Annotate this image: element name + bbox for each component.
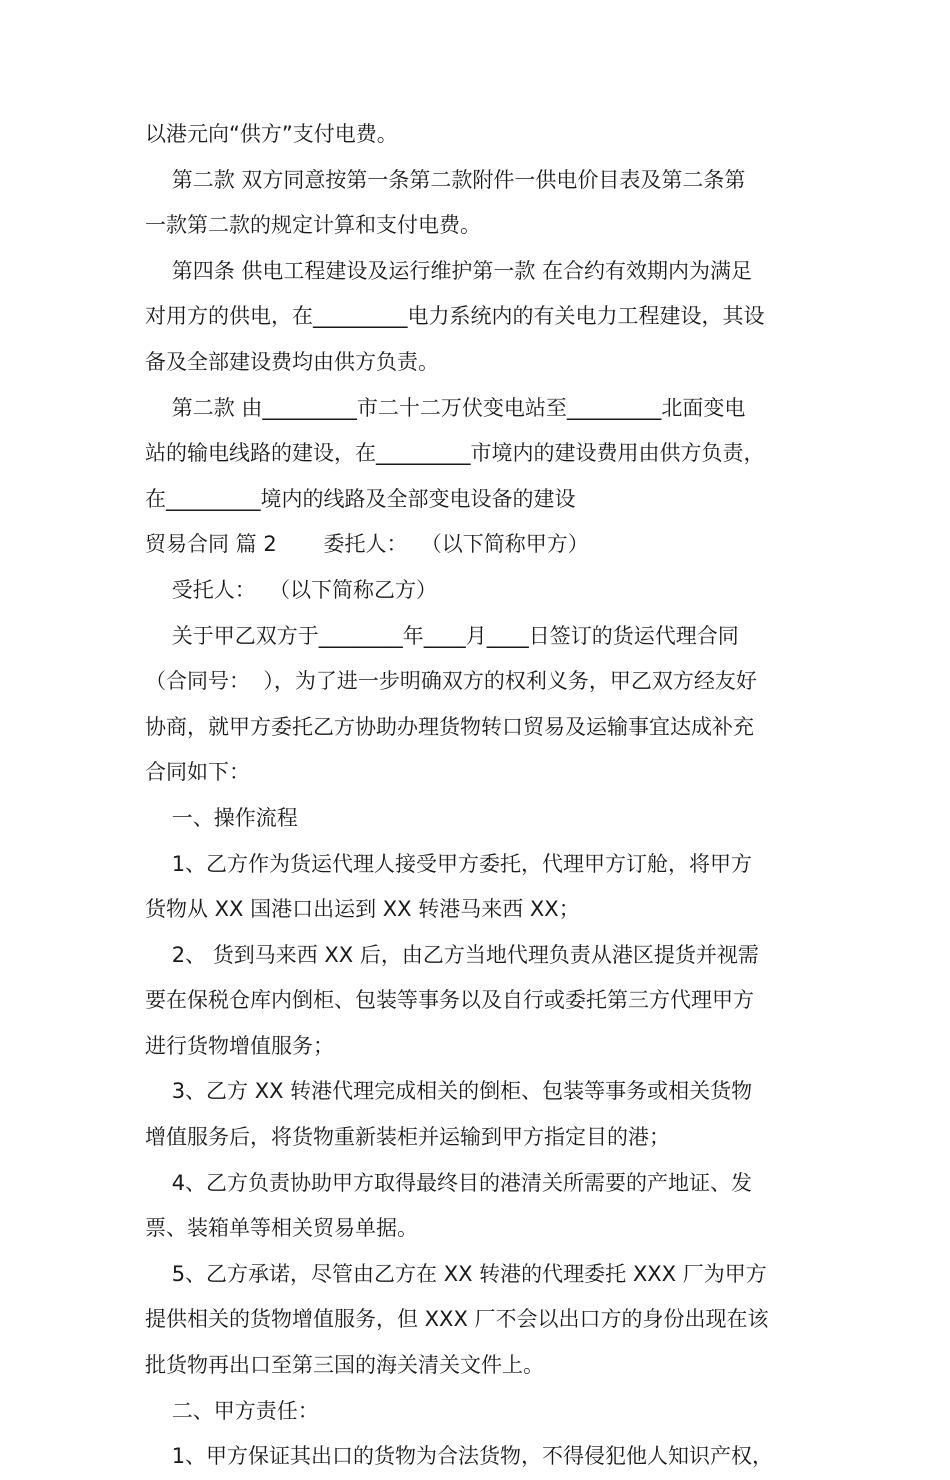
text-line: 站的输电线路的建设，在_________市境内的建设费用由供方负责， — [145, 441, 765, 466]
text-line: 备及全部建设费均由供方负责。 — [145, 349, 439, 374]
text-line: 以港元向“供方”支付电费。 — [145, 122, 398, 146]
text-line: 第四条 供电工程建设及运行维护第一款 在合约有效期内为满足 — [145, 258, 753, 283]
text-line: 2、 货到马来西 XX 后，由乙方当地代理负责从港区提货并视需 — [145, 942, 759, 967]
text-line: 4、乙方负责协助甲方取得最终目的港清关所需要的产地证、发 — [145, 1170, 753, 1195]
text-line: 二、甲方责任： — [145, 1398, 319, 1423]
text-line: 第二款 双方同意按第一条第二款附件一供电价目表及第二条第 — [145, 167, 746, 192]
text-line: 关于甲乙双方于________年____月____日签订的货运代理合同 — [145, 623, 739, 648]
text-line: 受托人： （以下简称乙方） — [145, 577, 438, 602]
text-line: 合同如下： — [145, 760, 250, 785]
text-line: 在_________境内的线路及全部变电设备的建设 — [145, 486, 576, 511]
text-line: 3、乙方 XX 转港代理完成相关的倒柜、包装等事务或相关货物 — [145, 1079, 753, 1104]
text-line: 一、操作流程 — [145, 805, 298, 830]
text-line: 1、甲方保证其出口的货物为合法货物，不得侵犯他人知识产权， — [145, 1444, 774, 1469]
text-line: 1、乙方作为货运代理人接受甲方委托，代理甲方订舱，将甲方 — [145, 851, 753, 876]
text-line: 对用方的供电，在_________电力系统内的有关电力工程建设，其设 — [145, 304, 765, 329]
text-line: 5、乙方承诺，尽管由乙方在 XX 转港的代理委托 XXX 厂为甲方 — [145, 1261, 767, 1286]
text-line: 一款第二款的规定计算和支付电费。 — [145, 213, 481, 238]
text-line: 要在保税仓库内倒柜、包装等事务以及自行或委托第三方代理甲方 — [145, 988, 754, 1013]
text-line: 第二款 由_________市二十二万伏变电站至_________北面变电 — [145, 395, 746, 420]
text-line: 批货物再出口至第三国的海关清关文件上。 — [145, 1353, 544, 1378]
text-line: （合同号： ），为了进一步明确双方的权利义务，甲乙双方经友好 — [145, 669, 757, 694]
text-line: 提供相关的货物增值服务，但 XXX 厂不会以出口方的身份出现在该 — [145, 1307, 769, 1332]
text-line: 协商，就甲方委托乙方协助办理货物转口贸易及运输事宜达成补充 — [145, 714, 754, 739]
contract-body-text — [145, 112, 810, 1480]
text-line: 货物从 XX 国港口出运到 XX 转港马来西 XX； — [145, 897, 580, 922]
text-line: 增值服务后，将货物重新装柜并运输到甲方指定目的港； — [145, 1125, 670, 1150]
text-line: 票、装箱单等相关贸易单据。 — [145, 1216, 418, 1241]
text-line: 进行货物增值服务； — [145, 1033, 334, 1058]
section-heading-line: 贸易合同 篇 2 委托人： （以下简称甲方） — [145, 532, 589, 557]
